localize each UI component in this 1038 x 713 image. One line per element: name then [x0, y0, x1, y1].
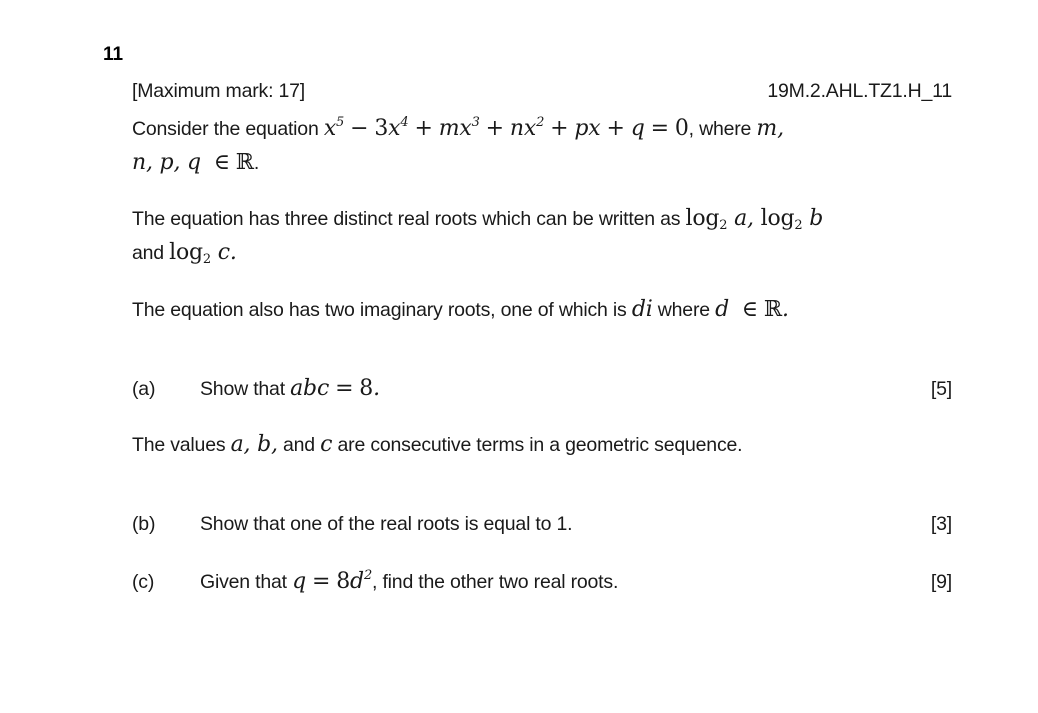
log-root-c: $\log_2 c$. [169, 240, 237, 267]
question-number: 11 [103, 44, 124, 65]
part-c-math: $q = 8d^2$ [292, 568, 373, 594]
geo-prefix: The values [132, 434, 226, 456]
geometric-paragraph [132, 428, 952, 462]
line2-tail: . [253, 152, 260, 174]
imaginary-paragraph [132, 293, 952, 327]
part-a-math: abc = 8. [290, 376, 380, 401]
roots-and: and [132, 242, 164, 264]
part-a-marks: [5] [930, 378, 952, 400]
geo-var-c: c [320, 432, 333, 457]
imag-text: The equation also has two imaginary roots, one of which is [132, 299, 627, 321]
consider-text: Consider the equation [132, 118, 319, 140]
part-c-suffix: , find the other two real roots. [372, 571, 619, 593]
geo-and: and [283, 434, 315, 456]
log-roots-ab: $\log_2 a$, $\log_2 b$ [685, 206, 824, 233]
var-m: m, [756, 116, 784, 141]
polynomial-equation: $x^5 - 3x^4 + mx^3 + nx^2$ + px + q = 0 [323, 115, 689, 141]
part-a [132, 372, 952, 406]
where-text: , where [688, 118, 752, 140]
part-b-text: Show that one of the real roots is equal to 1. [200, 513, 573, 535]
question-code: 19M.2.AHL.TZ1.H_11 [767, 80, 952, 102]
geo-suffix: are consecutive terms in a geometric sequence. [337, 434, 743, 456]
part-c-label: (c) [132, 571, 155, 593]
d-real: d ∈ ℝ. [715, 297, 789, 322]
max-mark: [Maximum mark: 17] [132, 80, 306, 102]
part-c-marks: [9] [930, 571, 952, 593]
part-b-label: (b) [132, 513, 156, 535]
part-c-prefix: Given that [200, 571, 287, 593]
equation-paragraph [132, 112, 952, 180]
roots-text: The equation has three distinct real roots which can be written as [132, 208, 681, 230]
part-b [132, 507, 952, 541]
imag-root: di [631, 297, 653, 322]
part-c [132, 565, 952, 599]
roots-paragraph [132, 202, 952, 270]
geo-vars: a, b, [230, 432, 278, 457]
question-header [132, 80, 952, 103]
part-a-prefix: Show that [200, 378, 285, 400]
part-b-marks: [3] [930, 513, 952, 535]
imag-where: where [657, 299, 710, 321]
part-a-label: (a) [132, 378, 156, 400]
coefficient-set: n, p, q ∈ ℝ [132, 150, 254, 175]
